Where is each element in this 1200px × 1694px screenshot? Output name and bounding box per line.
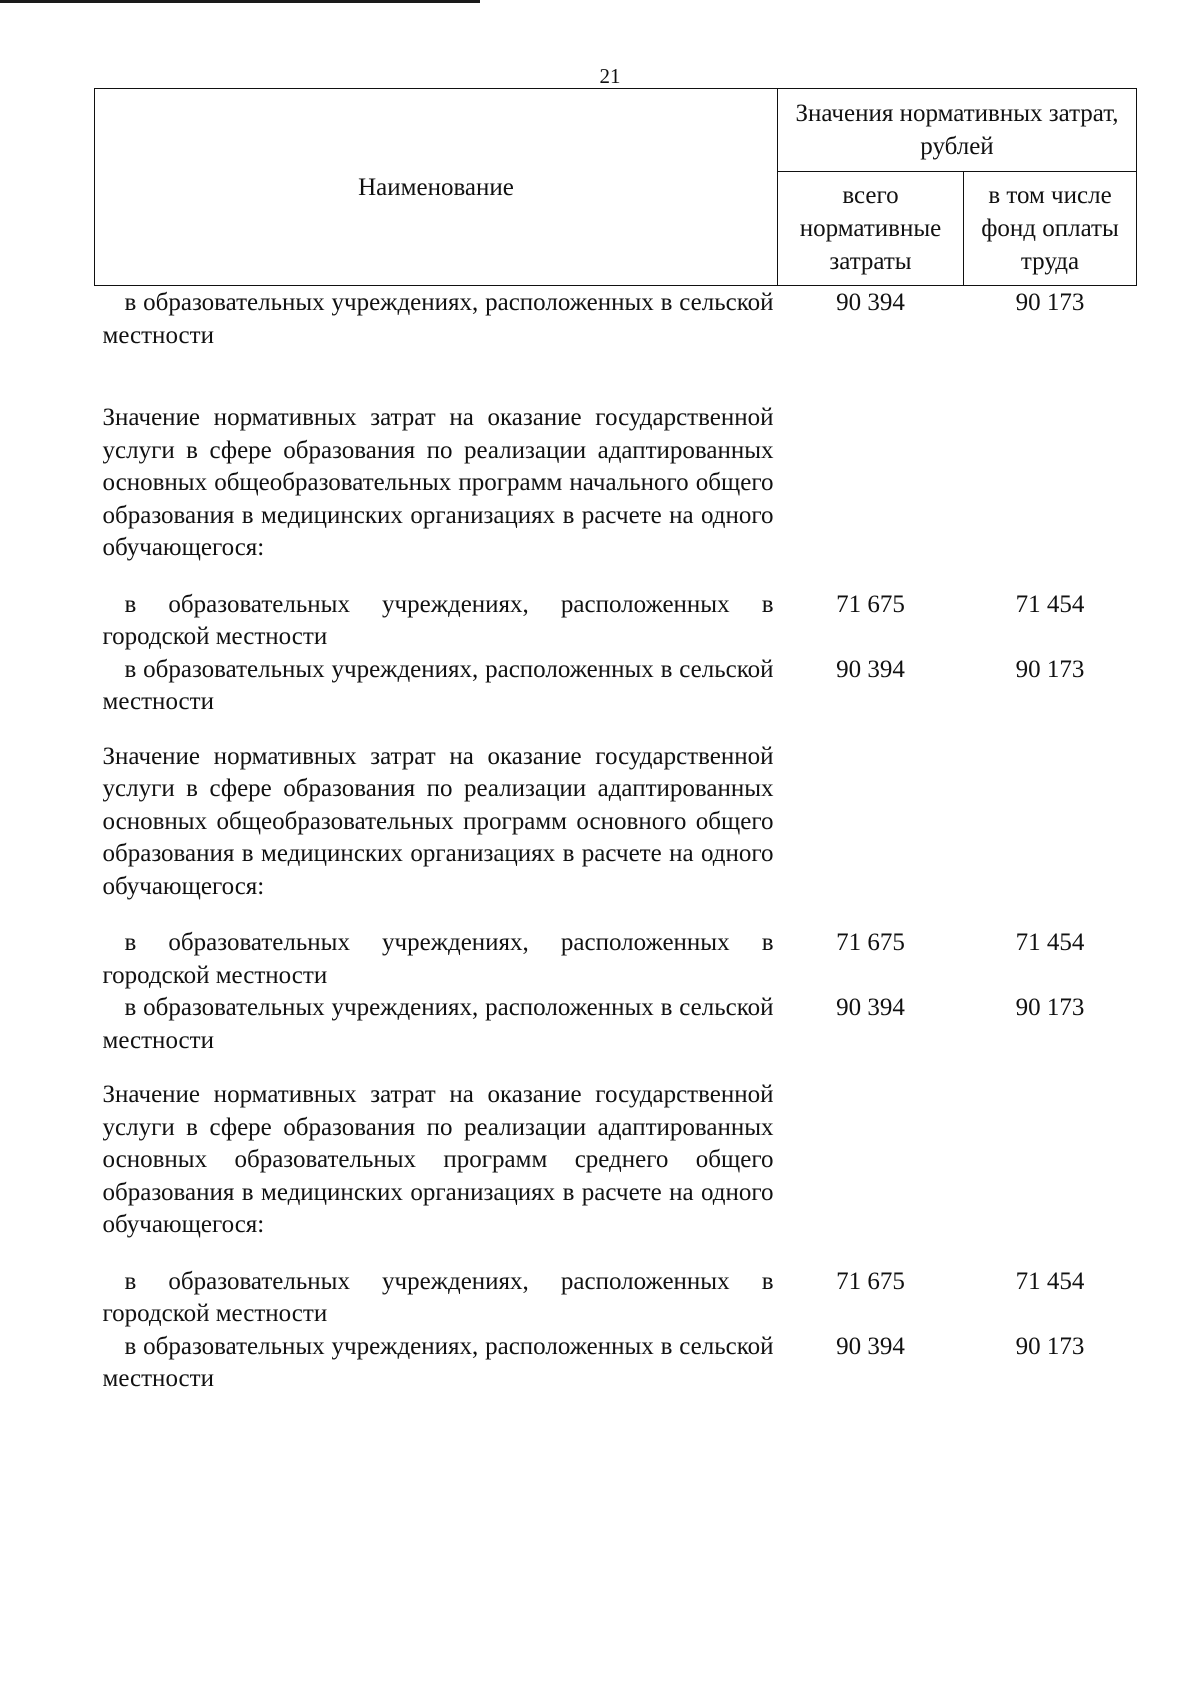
row-fot: 90 173 <box>1015 289 1085 316</box>
row-total: 90 394 <box>836 655 905 683</box>
page-number: 21 <box>599 64 621 88</box>
row-total: 71 675 <box>836 590 905 618</box>
row-total: 71 675 <box>836 929 905 956</box>
section-heading: Значение нормативных затрат на оказание государственной услуги в сфере образования по реализации адаптированных основных общеобразовательных программ начального общего образования в медицинских организациях в расчете на одного обучающегося: <box>102 404 774 561</box>
row-name: в образовательных учреждениях, расположенных в городской местности <box>102 1267 774 1327</box>
header-values-group: Значения нормативных затрат, рублей <box>778 89 1137 172</box>
section-heading: Значение нормативных затрат на оказание государственной услуги в сфере образования по реализации адаптированных основных общеобразовательных программ основного общего образования в медицинских организациях в расчете на одного обучающегося: <box>102 742 774 900</box>
table-row <box>95 589 1137 654</box>
row-fot: 90 173 <box>1015 1332 1085 1360</box>
header-fot: в том числе фонд оплаты труда <box>964 172 1137 286</box>
norm-costs-table <box>94 88 1137 1396</box>
row-name: в образовательных учреждениях, расположенных в сельской местности <box>102 289 774 349</box>
row-total: 90 394 <box>836 994 905 1021</box>
row-total: 90 394 <box>836 289 905 316</box>
section-heading-row <box>95 1067 1137 1266</box>
table-row <box>95 992 1137 1067</box>
table-row <box>95 654 1137 729</box>
table-row <box>95 1266 1137 1331</box>
row-name: в образовательных учреждениях, расположенных в сельской местности <box>102 994 774 1054</box>
row-total: 71 675 <box>836 1267 905 1295</box>
row-name: в образовательных учреждениях, расположенных в городской местности <box>102 929 774 989</box>
header-name: Наименование <box>95 89 778 286</box>
row-fot: 90 173 <box>1015 994 1085 1021</box>
header-total: всего нормативные затраты <box>778 172 964 286</box>
table-row <box>95 927 1137 992</box>
table-row <box>95 286 1137 391</box>
row-fot: 71 454 <box>1015 929 1085 956</box>
row-fot: 90 173 <box>1015 655 1085 683</box>
row-fot: 71 454 <box>1015 590 1085 618</box>
row-name: в образовательных учреждениях, расположенных в сельской местности <box>102 655 774 715</box>
row-fot: 71 454 <box>1015 1267 1085 1295</box>
row-total: 90 394 <box>836 1332 905 1360</box>
section-heading-row <box>95 729 1137 928</box>
row-name: в образовательных учреждениях, расположенных в сельской местности <box>102 1332 774 1392</box>
scan-top-line <box>0 0 480 3</box>
section-heading: Значение нормативных затрат на оказание государственной услуги в сфере образования по реализации адаптированных основных образовательных программ среднего общего образования в медицинских организациях в расчете на одного обучающегося: <box>102 1081 774 1238</box>
row-name: в образовательных учреждениях, расположенных в городской местности <box>102 590 774 650</box>
table-row <box>95 1331 1137 1396</box>
section-heading-row <box>95 390 1137 589</box>
